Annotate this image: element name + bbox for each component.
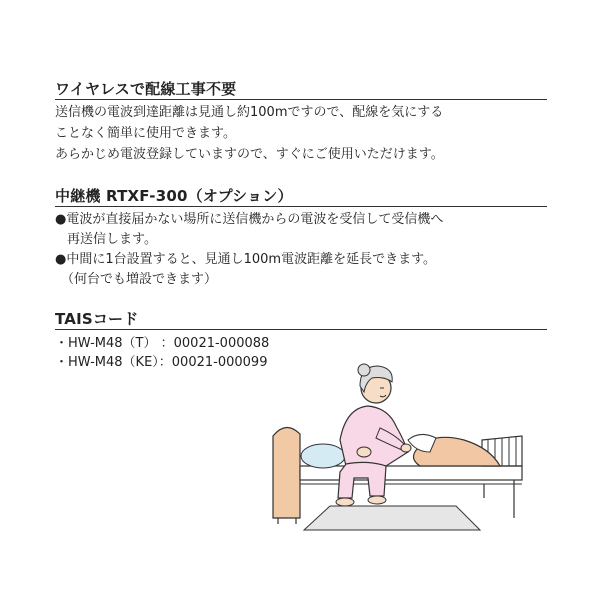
wireless-line-2: ことなく簡単に使用できます。	[55, 126, 236, 141]
elderly-woman-sitting-on-bed-illustration	[268, 348, 528, 533]
section-repeater	[55, 187, 547, 290]
wireless-description	[55, 102, 547, 165]
repeater-bullets	[55, 210, 547, 290]
wireless-line-3: あらかじめ電波登録していますので、すぐにご使用いただけます。	[55, 147, 444, 162]
repeater-bullet-2-line-1: ●中間に1台設置すると、見通し100m電波距離を延長できます。	[55, 252, 437, 267]
wireless-line-1: 送信機の電波到達距離は見通し約100mですので、配線を気にする	[55, 105, 444, 120]
section-wireless	[55, 80, 547, 165]
tais-code-item-1: ・HW-M48（T） ：00021-000088	[55, 336, 270, 351]
repeater-bullet-1-line-1: ●電波が直接届かない場所に送信機からの電波を受信して受信機へ	[55, 212, 444, 227]
section-heading-tais: TAISコード	[55, 310, 547, 330]
section-heading-wireless: ワイヤレスで配線工事不要	[55, 80, 547, 100]
section-heading-repeater: 中継機 RTXF-300（オプション）	[55, 187, 547, 207]
repeater-bullet-2-line-2: （何台でも増設できます）	[61, 272, 218, 287]
repeater-bullet-1-line-2: 再送信します。	[67, 232, 157, 247]
tais-code-item-2: ・HW-M48（KE）：00021-000099	[55, 355, 268, 370]
